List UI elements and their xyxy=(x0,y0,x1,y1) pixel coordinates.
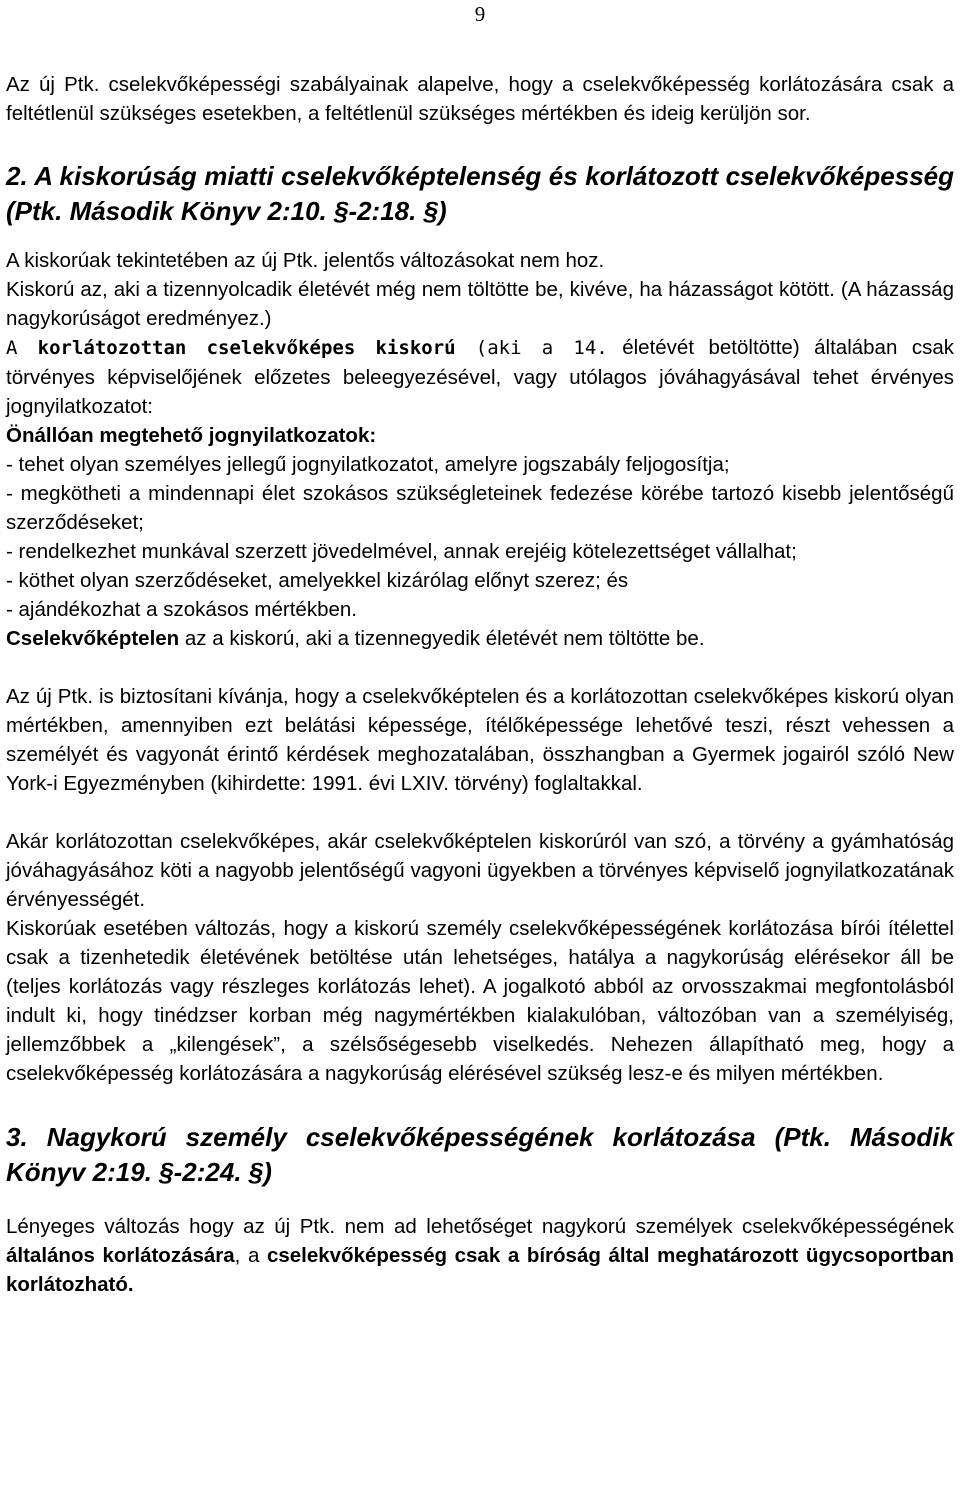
general-restriction-term: általános korlátozására xyxy=(6,1244,235,1267)
independent-declarations-title: Önállóan megtehető jognyilatkozatok: xyxy=(6,424,377,447)
list-item: - tehet olyan személyes jellegű jognyilatkozatot, amelyre jogszabály feljogosítja; xyxy=(6,453,730,476)
section-2-paragraph-3 xyxy=(6,333,954,421)
incapable-minor-paragraph xyxy=(6,624,954,653)
limited-capacity-rest: életévét betöltötte) általában csak törvényes képviselőjének előzetes beleegyezésével, vagy utólagos jóváhagyásával tehet érvényes jognyilatkozatot: xyxy=(6,336,954,418)
section-2-paragraph-2: Kiskorú az, aki a tizennyolcadik életévét még nem töltötte be, kivéve, ha házasságot kötött. (A házasság nagykorúságot eredményez.) xyxy=(6,278,954,330)
section-2-heading: 2. A kiskorúság miatti cselekvőképtelenség és korlátozott cselekvőképesség (Ptk. Második Könyv 2:10. §-2:18. §) xyxy=(6,161,954,226)
section-3-text-a: Lényeges változás hogy az új Ptk. nem ad lehetőséget nagykorú személyek cselekvőképességének xyxy=(6,1215,954,1238)
section-2-paragraph-5: Akár korlátozottan cselekvőképes, akár cselekvőképtelen kiskorúról van szó, a törvény a gyámhatóság jóváhagyásához köti a nagyobb jelentőségű vagyoni ügyekben a törvényes képviselő jognyilatkozatának érvényességét. xyxy=(6,830,954,911)
page-number: 9 xyxy=(474,2,486,26)
section-3-heading: 3. Nagykorú személy cselekvőképességének korlátozása (Ptk. Második Könyv 2:19. §-2:24. §) xyxy=(6,1122,954,1187)
section-3-paragraph-1 xyxy=(6,1212,954,1299)
list-item: - ajándékozhat a szokásos mértékben. xyxy=(6,598,357,621)
court-restriction-term: cselekvőképesség csak a bíróság által meghatározott ügycsoportban korlátozható. xyxy=(6,1244,954,1296)
intro-paragraph: Az új Ptk. cselekvőképességi szabályainak alapelve, hogy a cselekvőképesség korlátozására csak a feltétlenül szükséges esetekben, a feltétlenül szükséges mértékben és ideig kerüljön sor. xyxy=(6,73,954,125)
list-item: - köthet olyan szerződéseket, amelyekkel kizárólag előnyt szerez; és xyxy=(6,569,629,592)
incapable-rest: az a kiskorú, aki a tizennegyedik életévét nem töltötte be. xyxy=(179,627,705,650)
section-2-paragraph-4: Az új Ptk. is biztosítani kívánja, hogy a cselekvőképtelen és a korlátozottan cselekvőképes kiskorú olyan mértékben, amennyiben ezt belátási képessége, ítélőképessége lehetővé teszi, részt vehessen a személyét és vagyonát érintő kérdések meghozatalában, összhangban a Gyermek jogairól szóló New York-i Egyezményben (kihirdette: 1991. évi LXIV. törvény) foglaltakkal. xyxy=(6,685,954,795)
list-item: - megkötheti a mindennapi élet szokásos szükségleteinek fedezése körébe tartozó kisebb jelentőségű szerződéseket; xyxy=(6,482,954,534)
limited-capacity-lead: A xyxy=(6,337,38,359)
limited-capacity-term: korlátozottan cselekvőképes kiskorú xyxy=(37,337,456,359)
document-body xyxy=(6,70,954,1299)
independent-declarations-list xyxy=(6,450,954,624)
section-2-paragraph-6: Kiskorúak esetében változás, hogy a kiskorú személy cselekvőképességének korlátozása bírói ítélettel csak a tizenhetedik életévének betöltése után lehetséges, hatálya a nagykorúság elérésekor áll be (teljes korlátozás vagy részleges korlátozás lehet). A jogalkotó abból az orvosszakmai megfontolásból indult ki, hogy tinédzser korban még nagymértékben kialakulóban, változóban van a személyiség, jellemzőbbek a „kilengések”, a szélsőségesebb viselkedés. Nehezen állapítható meg, hogy a cselekvőképesség korlátozására a nagykorúság elérésével szükség lesz-e és milyen mértékben. xyxy=(6,917,954,1085)
section-2-paragraph-1: A kiskorúak tekintetében az új Ptk. jelentős változásokat nem hoz. xyxy=(6,249,605,272)
section-3-text-c: , a xyxy=(234,1244,267,1267)
list-item: - rendelkezhet munkával szerzett jövedelmével, annak erejéig kötelezettséget vállalhat; xyxy=(6,540,797,563)
incapable-term: Cselekvőképtelen xyxy=(6,627,180,650)
limited-capacity-age: (aki a 14. xyxy=(455,337,608,359)
